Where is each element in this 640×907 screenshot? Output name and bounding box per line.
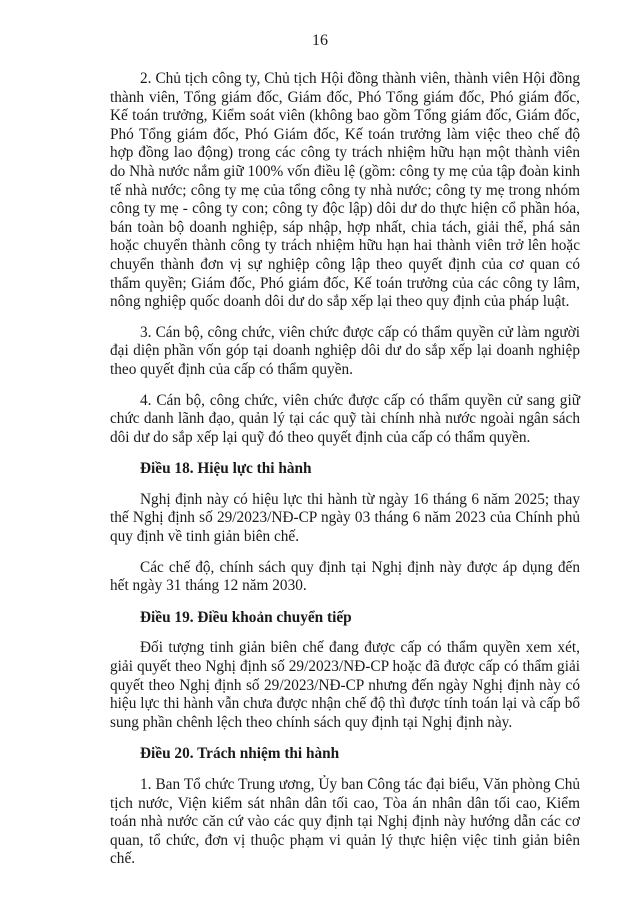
paragraph-clause-3: 3. Cán bộ, công chức, viên chức được cấp có thẩm quyền cử làm người đại diện phần vốn góp tại doanh nghiệp dôi dư do sắp xếp lại doanh nghiệp theo quyết định của cấp có thẩm quyền. xyxy=(110,323,580,378)
paragraph-responsibility-1: 1. Ban Tổ chức Trung ương, Ủy ban Công tác đại biểu, Văn phòng Chủ tịch nước, Viện kiểm sát nhân dân tối cao, Tòa án nhân dân tối cao, Kiểm toán nhà nước căn cứ vào các quy định tại Nghị định này hướng dẫn các cơ quan, tổ chức, đơn vị thuộc phạm vi quản lý thực hiện việc tinh giản biên chế. xyxy=(110,776,580,868)
paragraph-policy-period: Các chế độ, chính sách quy định tại Nghị định này được áp dụng đến hết ngày 31 tháng 12 năm 2030. xyxy=(110,558,580,595)
paragraph-clause-4: 4. Cán bộ, công chức, viên chức được cấp có thẩm quyền cử sang giữ chức danh lãnh đạo, quản lý tại các quỹ tài chính nhà nước ngoài ngân sách dôi dư do sắp xếp lại quỹ đó theo quyết định của cấp có thẩm quyền. xyxy=(110,391,580,446)
paragraph-clause-2: 2. Chủ tịch công ty, Chủ tịch Hội đồng thành viên, thành viên Hội đồng thành viên, Tổng giám đốc, Giám đốc, Phó Tổng giám đốc, Phó giám đốc, Kế toán trưởng, Kiểm soát viên (không bao gồm Tổng giám đốc, Giám đốc, Phó Tổng giám đốc, Phó Giám đốc, Kế toán trưởng làm việc theo chế độ hợp đồng lao động) trong các công ty trách nhiệm hữu hạn một thành viên do Nhà nước nắm giữ 100% vốn điều lệ (gồm: công ty mẹ của tập đoàn kinh tế nhà nước; công ty mẹ của tổng công ty nhà nước; công ty mẹ trong nhóm công ty mẹ - công ty con; công ty độc lập) dôi dư do thực hiện cổ phần hóa, bán toàn bộ doanh nghiệp, sáp nhập, hợp nhất, chia tách, giải thể, phá sản hoặc chuyển thành công ty trách nhiệm hữu hạn hai thành viên trở lên hoặc chuyển thành đơn vị sự nghiệp công lập theo quyết định của cơ quan có thẩm quyền; Giám đốc, Phó giám đốc, Kế toán trưởng của các công ty lâm, nông nghiệp quốc doanh dôi dư do sắp xếp lại theo quy định của pháp luật. xyxy=(110,70,580,311)
page-number: 16 xyxy=(312,32,328,49)
paragraph-effect: Nghị định này có hiệu lực thi hành từ ngày 16 tháng 6 năm 2025; thay thế Nghị định số 29/2023/NĐ-CP ngày 03 tháng 6 năm 2023 của Chính phủ quy định về tinh giản biên chế. xyxy=(110,490,580,546)
article-19-heading: Điều 19. Điều khoản chuyển tiếp xyxy=(140,608,352,626)
article-20-heading: Điều 20. Trách nhiệm thi hành xyxy=(140,745,340,763)
paragraph-transition: Đối tượng tinh giản biên chế đang được cấp có thẩm quyền xem xét, giải quyết theo Nghị định số 29/2023/NĐ-CP hoặc đã được cấp có thẩm giải quyết theo Nghị định số 29/2023/NĐ-CP nhưng đến ngày Nghị định này có hiệu lực thi hành vẫn chưa được nhận chế độ thì được tính toán lại và cấp bổ sung phần chênh lệch theo chính sách quy định tại Nghị định này. xyxy=(110,639,580,731)
document-body xyxy=(110,70,580,869)
article-18-heading: Điều 18. Hiệu lực thi hành xyxy=(140,460,312,478)
